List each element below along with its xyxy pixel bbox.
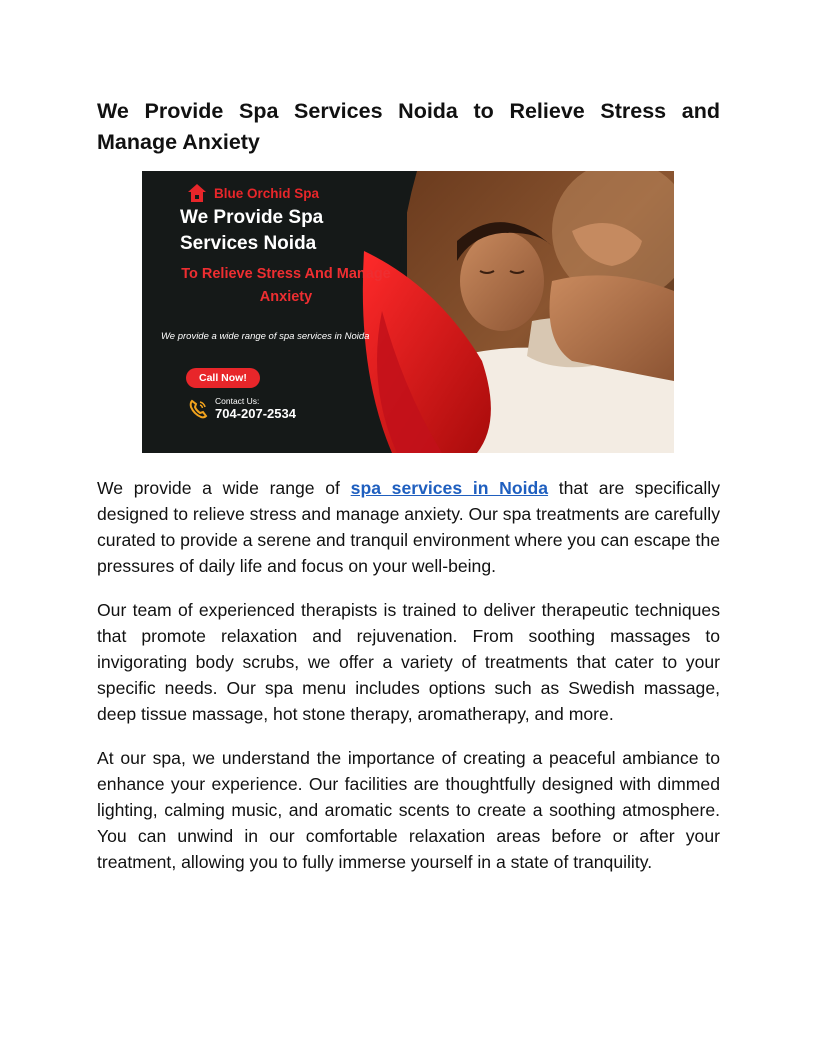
house-logo-icon xyxy=(186,182,208,204)
paragraph-intro xyxy=(97,475,720,579)
brand-name: Blue Orchid Spa xyxy=(214,185,320,201)
paragraph-intro-text-start: We provide a wide range of xyxy=(97,478,351,498)
phone-number: 704-207-2534 xyxy=(215,406,296,421)
phone-icon xyxy=(187,398,209,420)
paragraph-therapists: Our team of experienced therapists is trained to deliver therapeutic techniques that promote relaxation and rejuvenation. From soothing massages to invigorating body scrubs, we offer a variety of treatments that cater to your specific needs. Our spa menu includes options such as Swedish massage, deep tissue massage, hot stone therapy, aromatherapy, and more. xyxy=(97,600,720,724)
spa-services-link[interactable]: spa services in Noida xyxy=(350,478,549,498)
banner-description: We provide a wide range of spa services in Noida xyxy=(161,331,370,342)
document-page xyxy=(97,96,720,893)
call-now-button[interactable]: Call Now! xyxy=(186,368,260,388)
brand-logo xyxy=(186,182,319,204)
promo-banner-image xyxy=(142,171,674,453)
contact-info xyxy=(187,396,296,422)
banner-title: We Provide Spa Services Noida xyxy=(180,207,324,254)
paragraph-intro-text-end: that are specifically designed to relieve stress and manage anxiety. Our spa treatments are carefully curated to provide a serene and tranquil environment where you can escape the pressures of daily life and focus on your well-being. xyxy=(97,478,721,576)
paragraph-ambiance: At our spa, we understand the importance of creating a peaceful ambiance to enhance your experience. Our facilities are thoughtfully designed with dimmed lighting, calming music, and aromatic scents to create a soothing atmosphere. You can unwind in our comfortable relaxation areas before or after your treatment, allowing you to fully immerse yourself in a state of tranquility. xyxy=(97,748,720,872)
contact-label: Contact Us: xyxy=(215,396,260,406)
banner-subtitle: To Relieve Stress And Manage Anxiety xyxy=(181,266,391,305)
page-title: We Provide Spa Services Noida to Relieve Stress and Manage Anxiety xyxy=(97,99,720,154)
